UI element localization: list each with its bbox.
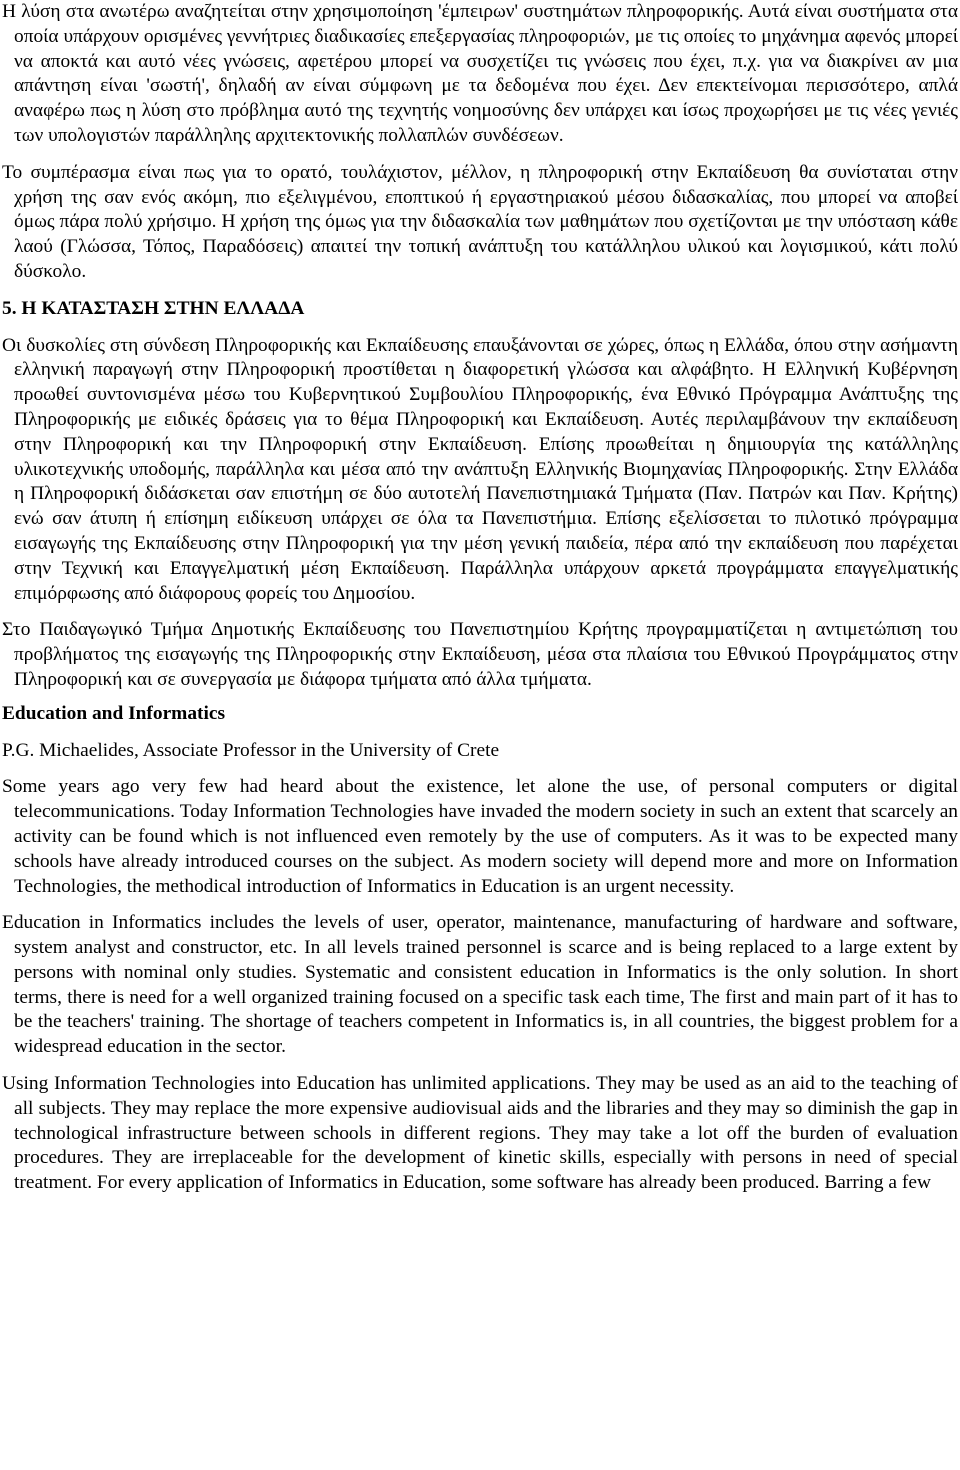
english-author: P.G. Michaelides, Associate Professor in the University of Crete [2, 739, 500, 761]
english-paragraph-2: Education in Informatics includes the levels of user, operator, maintenance, manufacturing of hardware and software, system analyst and constructor, etc. In all levels trained personnel is scarce and is being replaced to a large extent by persons with nominal only studies. Systematic and consistent education in Informatics is the only solution. In short terms, there is need for a well organized training focused on a specific task each time, The first and main part of it has to be the teachers' training. The shortage of teachers competent in Informatics is, in all countries, the biggest problem for a widespread education in the sector. [2, 912, 958, 1058]
intro-paragraph: Η λύση στα ανωτέρω αναζητείται στην χρησιμοποίηση 'έμπειρων' συστημάτων πληροφορικής. Αυτά είναι συστήματα στα οποία υπάρχουν ορισμένες γεννήτριες διαδικασίες επεξεργασίας πληροφοριών, με τις οποίες το μηχάνημα αφενός μπορεί να αποκτά και αυτό νέες γνώσεις, αφετέρου μπορεί να συσχετίζει τις γνώσεις που έχει, π.χ. για να διακρίνει αν μια απάντηση είναι 'σωστή', δηλαδή αν είναι σύμφωνη με τα δεδομένα που έχει. Δεν επεκτείνομαι περισσότερο, απλά αναφέρω πως η λύση στο πρόβλημα αυτό της τεχνητής νοημοσύνης δεν υπάρχει και ίσως προχωρήσει με τις νέες γενιές των υπολογιστών παράλληλης αρχιτεκτονικής πολλαπλών συνδέσεων. [2, 1, 958, 146]
section-heading: 5. Η ΚΑΤΑΣΤΑΣΗ ΣΤΗΝ ΕΛΛΑΔΑ [2, 297, 305, 319]
english-paragraph-1: Some years ago very few had heard about the existence, let alone the use, of personal computers or digital telecommunications. Today Information Technologies have invaded the modern society in such an extent that scarcely an activity can be found which is not influenced even remotely by the use of computers. As it was to be expected many schools have already introduced courses on the subject. As modern society will depend more and more on Information Technologies, the methodical introduction of Informatics in Education is an urgent necessity. [2, 776, 958, 897]
greece-paragraph: Οι δυσκολίες στη σύνδεση Πληροφορικής και Εκπαίδευσης επαυξάνονται σε χώρες, όπως η Ελλάδα, όπου στην ασήμαντη ελληνική παραγωγή στην Πληροφορική προστίθεται η διαφορετική γλώσσα και αλφάβητο. Η Ελληνική Κυβέρνηση προωθεί συντονισμένα μέσω του Κυβερνητικού Συμβουλίου Πληροφορικής, ένα Εθνικό Πρόγραμμα Ανάπτυξης της Πληροφορικής με ειδικές δράσεις για το θέμα Πληροφορική και Εκπαίδευση. Αυτές περιλαμβάνουν την εκπαίδευση στην Πληροφορική και την Πληροφορική στην Εκπαίδευση. Επίσης προωθείται η δημιουργία της κατάλληλης υλικοτεχνικής υποδομής, παράλληλα και μέσα από την ανάπτυξη Ελληνικής Βιομηχανίας Πληροφορικής. Στην Ελλάδα η Πληροφορική διδάσκεται σαν επιστήμη σε δύο αυτοτελή Πανεπιστημιακά Τμήματα (Παν. Πατρών και Παν. Κρήτης) ενώ σαν άτυπη ή επίσημη ειδίκευση υπάρχει σε όλα τα Πανεπιστήμια. Επίσης εξελίσσεται το πιλοτικό πρόγραμμα εισαγωγής της Εκπαίδευσης στην Πληροφορική για την μέση γενική παιδεία, πέρα από την εκπαίδευση που παρέχεται στην Τεχνική και Επαγγελματική μέση Εκπαίδευση. Παράλληλα υπάρχουν αρκετά προγράμματα επαγγελματικής επιμόρφωσης από διάφορους φορείς του Δημοσίου. [2, 334, 958, 604]
english-title: Education and Informatics [2, 702, 226, 724]
english-paragraph-3: Using Information Technologies into Education has unlimited applications. They may be used as an aid to the teaching of all subjects. They may replace the more expensive audiovisual aids and the libraries and they may so diminish the gap in technological infrastructure between schools in different regions. They may take a lot off the burden of evaluation procedures. They are irreplaceable for the development of kinetic skills, especially with persons in need of special treatment. For every application of Informatics in Education, some software has already been produced. Barring a few [2, 1073, 958, 1194]
conclusion-paragraph: Το συμπέρασμα είναι πως για το ορατό, τουλάχιστον, μέλλον, η πληροφορική στην Εκπαίδευση θα συνίσταται στην χρήση της σαν ενός ακόμη, πιο εξελιγμένου, εποπτικού ή εργαστηριακού μέσου διδασκαλίας, που μπορεί να αποβεί όμως πάρα πολύ χρήσιμο. Η χρήση της όμως για την διδασκαλία των μαθημάτων που σχετίζονται με την υπόσταση κάθε λαού (Γλώσσα, Τόπος, Παραδόσεις) απαιτεί την τοπική ανάπτυξη του κατάλληλου υλικού και λογισμικού, κάτι πολύ δύσκολο. [2, 161, 958, 282]
crete-paragraph: Στο Παιδαγωγικό Τμήμα Δημοτικής Εκπαίδευσης του Πανεπιστημίου Κρήτης προγραμματίζεται η αντιμετώπιση του προβλήματος της εισαγωγής της Πληροφορικής στην Εκπαίδευση, μέσα στα πλαίσια του Εθνικού Προγράμματος στην Πληροφορική και σε συνεργασία με διάφορα τμήματα από άλλα τμήματα. [2, 619, 958, 690]
